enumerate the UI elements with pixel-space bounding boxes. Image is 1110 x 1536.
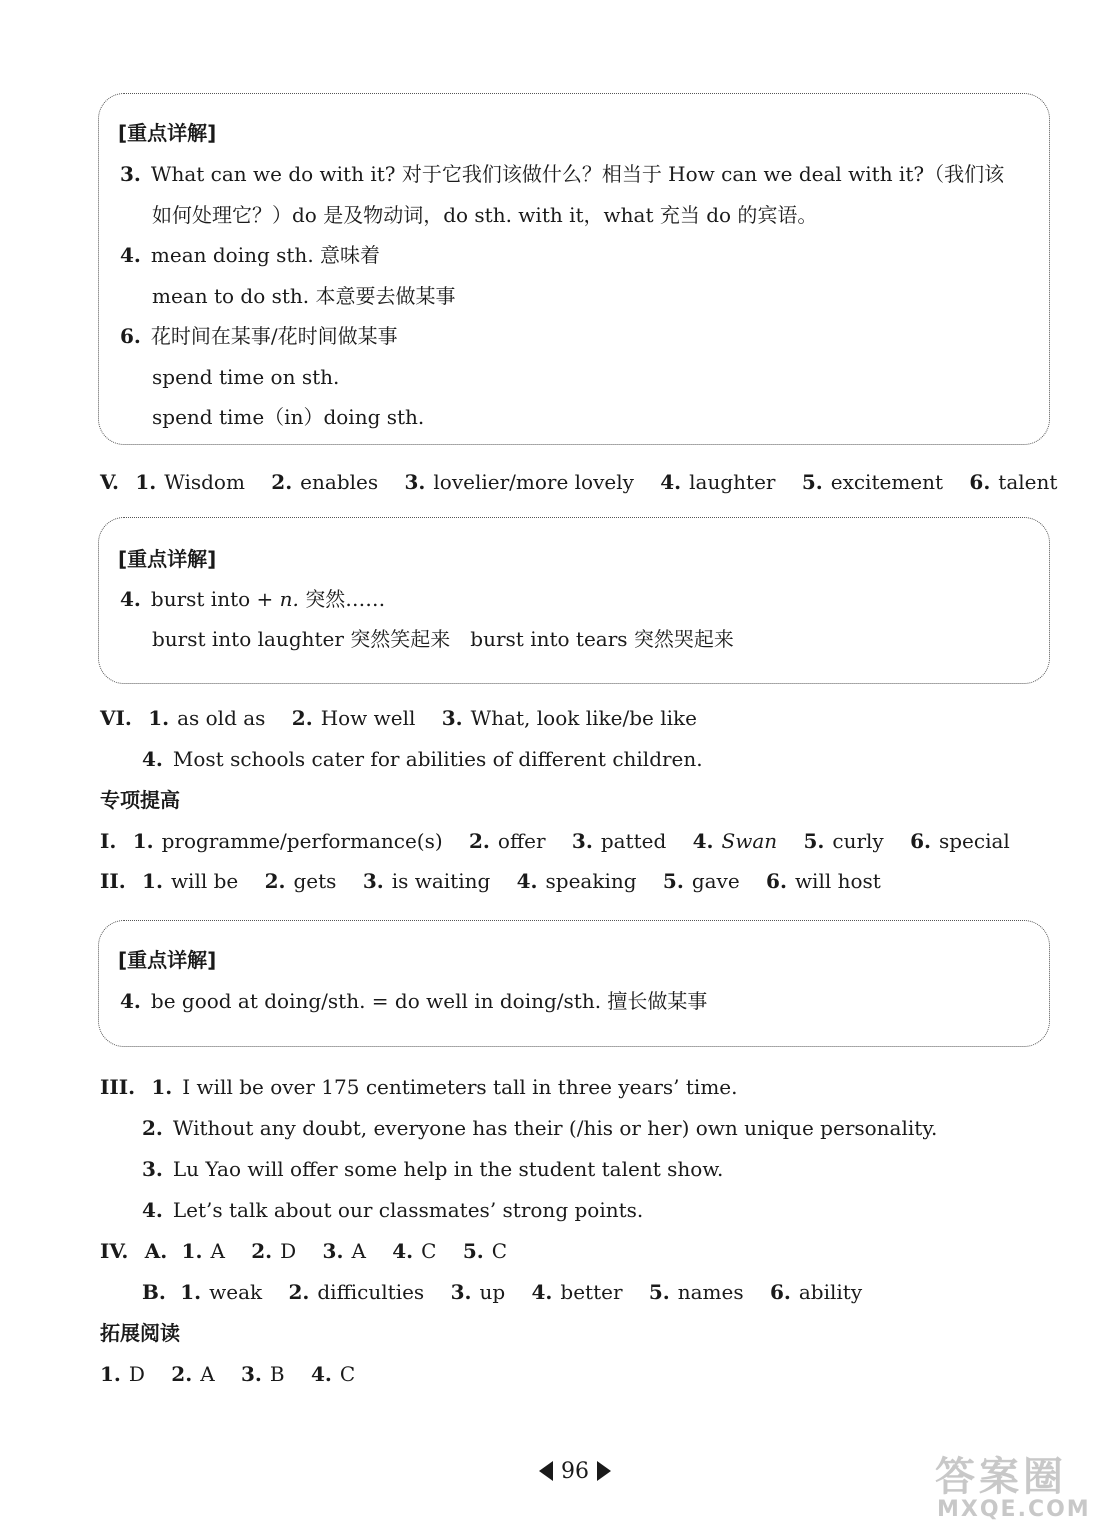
watermark-text: 答案圈	[935, 1454, 1067, 1500]
box2-item4-line2: burst into laughter 突然笑起来 burst into tears 突然哭起来	[152, 627, 734, 651]
answer-item: 1. programme/performance(s)	[132, 829, 443, 853]
answer-item: 5. names	[648, 1280, 744, 1304]
answer-item: 5. excitement	[801, 470, 944, 494]
answer-item: 5. curly	[803, 829, 884, 853]
box3-item4-line1: 4. be good at doing/sth. = do well in doing/sth. 擅长做某事	[120, 989, 708, 1013]
box1-item3-line2: 如何处理它？）do 是及物动词，do sth. with it，what 充当 do 的宾语。	[152, 203, 818, 227]
answer-item: 3. lovelier/more lovely	[404, 470, 634, 494]
box2-heading: [重点详解]	[118, 547, 217, 571]
item-text: What can we do with it? 对于它我们该做什么？相当于 How can we deal with it?（我们该	[150, 162, 1005, 186]
subsection-label: B.	[142, 1280, 166, 1304]
answer-item: 2. difficulties	[288, 1280, 425, 1304]
page-number: 96	[561, 1458, 589, 1484]
box1-item4-line2: mean to do sth. 本意要去做某事	[152, 284, 456, 308]
box2-item4-line1: 4. burst into + n. 突然……	[120, 587, 386, 611]
answer-item: 5. C	[462, 1239, 508, 1263]
section-vi-answer-4: 4. Most schools cater for abilities of different children.	[142, 747, 703, 771]
item-number: 6.	[120, 324, 141, 348]
item-number: 4.	[120, 587, 141, 611]
answer-item: 4. laughter	[660, 470, 776, 494]
section-label: III.	[100, 1075, 136, 1099]
box1-heading: [重点详解]	[118, 121, 217, 145]
watermark-url: MXQE.COM	[937, 1497, 1091, 1522]
section-iv-a-answers	[100, 1238, 527, 1264]
reading-answers	[100, 1361, 375, 1387]
section-i-answers	[100, 828, 1030, 854]
box1-item6-line2: spend time on sth.	[152, 365, 340, 389]
answer-item: 4. better	[531, 1280, 623, 1304]
answer-item: 4. C	[392, 1239, 437, 1263]
answer-item: 2. A	[171, 1362, 215, 1386]
answer-item: 1. A	[181, 1239, 225, 1263]
box1-item6-line3: spend time（in）doing sth.	[152, 405, 425, 429]
answer-item: 2. D	[251, 1239, 297, 1263]
subsection-label: A.	[144, 1239, 168, 1263]
answer-item: 2. offer	[469, 829, 546, 853]
section-iv-b-answers	[142, 1279, 882, 1305]
answer-item: 1. will be	[142, 869, 239, 893]
answer-item: 4. Swan	[692, 829, 778, 853]
answer-item: 2. enables	[271, 470, 379, 494]
box1-item6-line1	[120, 323, 398, 349]
section-label: II.	[100, 869, 126, 893]
section-label: IV.	[100, 1239, 129, 1263]
item-text: mean doing sth. 意味着	[150, 243, 381, 267]
triangle-left-icon	[539, 1461, 553, 1481]
section-iii-answer-3: 3. Lu Yao will offer some help in the student talent show.	[142, 1157, 724, 1181]
section-ii-answers	[100, 868, 901, 894]
section-heading-tuozhan: 拓展阅读	[100, 1321, 180, 1345]
item-number: 4.	[120, 243, 141, 267]
section-heading-zhuanxiang: 专项提高	[100, 788, 180, 812]
answer-item: 1. D	[100, 1362, 145, 1386]
item-text: 花时间在某事/花时间做某事	[150, 324, 398, 348]
item-number: 3.	[120, 162, 141, 186]
item-number: 4.	[120, 989, 141, 1013]
section-iii-answer-1: III. 1. I will be over 175 centimeters tall in three years’ time.	[100, 1075, 738, 1099]
answer-item: 3. up	[450, 1280, 506, 1304]
box3-heading: [重点详解]	[118, 948, 217, 972]
answer-item: 3. What, look like/be like	[441, 706, 697, 730]
answer-item: 6. special	[910, 829, 1010, 853]
answer-item: 2. How well	[291, 706, 416, 730]
answer-item: 2. gets	[264, 869, 337, 893]
answer-item: 3. patted	[571, 829, 667, 853]
answer-item: 1. as old as	[148, 706, 266, 730]
answer-item: 5. gave	[662, 869, 740, 893]
section-v-answers	[100, 469, 1077, 495]
answer-item: 3. is waiting	[362, 869, 491, 893]
section-iii-answer-2: 2. Without any doubt, everyone has their (/his or her) own unique personality.	[142, 1116, 938, 1140]
answer-item: 6. will host	[766, 869, 881, 893]
answer-item: 6. talent	[969, 470, 1058, 494]
section-label: VI.	[100, 706, 132, 730]
section-vi-answers	[100, 705, 717, 731]
answer-item: 3. B	[241, 1362, 285, 1386]
triangle-right-icon	[597, 1461, 611, 1481]
key-explanation-box-3	[98, 920, 1050, 1047]
section-iii-answer-4: 4. Let’s talk about our classmates’ strong points.	[142, 1198, 644, 1222]
answer-item: 1. weak	[180, 1280, 263, 1304]
box1-item4-line1	[120, 242, 380, 268]
answer-item: 6. ability	[769, 1280, 863, 1304]
page-footer	[520, 1455, 630, 1487]
box1-item3-line1	[120, 161, 1004, 187]
watermark-logo	[925, 1445, 1100, 1529]
key-explanation-box-1	[98, 93, 1050, 445]
answer-item: 1. Wisdom	[135, 470, 245, 494]
answer-item: 4. C	[310, 1362, 356, 1386]
section-label: I.	[100, 829, 117, 853]
answer-item: 4. speaking	[516, 869, 637, 893]
section-label: V.	[100, 470, 119, 494]
answer-item: 3. A	[322, 1239, 366, 1263]
